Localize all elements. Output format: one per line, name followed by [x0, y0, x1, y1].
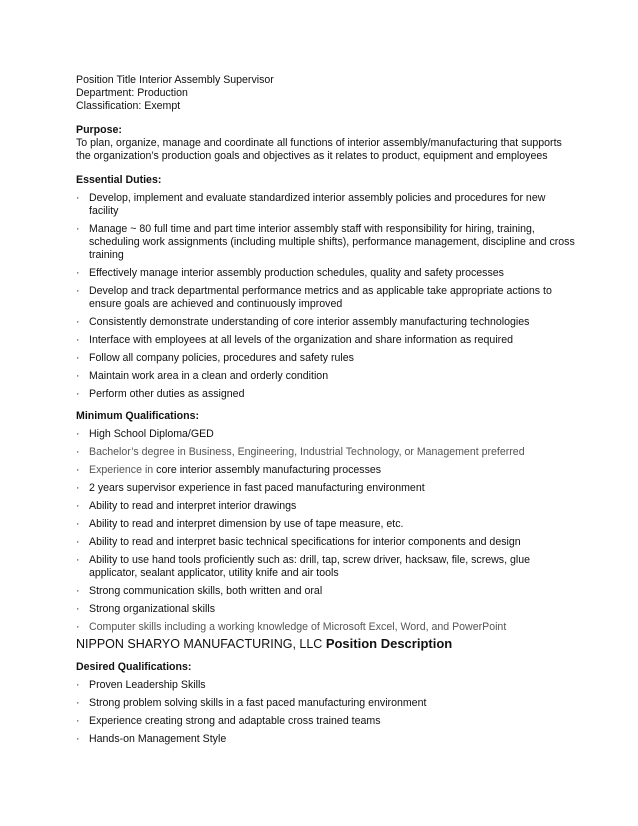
duty-text: Effectively manage interior assembly production schedules, quality and safety processes — [89, 267, 504, 279]
bullet-icon: · — [76, 446, 80, 458]
company-line — [76, 636, 576, 652]
qualification-text: 2 years supervisor experience in fast paced manufacturing environment — [89, 482, 425, 494]
min-qualification-item — [76, 446, 576, 459]
qualification-text: High School Diploma/GED — [89, 428, 214, 440]
bullet-icon: · — [76, 621, 80, 633]
bullet-icon: · — [76, 352, 80, 364]
qualification-text: Hands-on Management Style — [89, 733, 227, 745]
duty-item — [76, 267, 576, 280]
qualification-text-gray: Experience in — [89, 464, 157, 476]
bullet-icon: · — [76, 370, 80, 382]
bullet-icon: · — [76, 733, 80, 745]
qualification-text: core interior assembly manufacturing processes — [156, 464, 382, 476]
qualification-text: Ability to read and interpret basic technical specifications for interior components and design — [89, 536, 521, 548]
qualification-text: Strong problem solving skills in a fast paced manufacturing environment — [89, 697, 427, 709]
bullet-icon: · — [76, 679, 80, 691]
bullet-icon: · — [76, 267, 80, 279]
desired-qualification-item — [76, 679, 576, 692]
duty-text: Consistently demonstrate understanding of core interior assembly manufacturing technologies — [89, 316, 530, 328]
duty-item — [76, 370, 576, 383]
min-qualification-item — [76, 536, 576, 549]
minimum-qualifications-list — [76, 428, 576, 634]
duty-item — [76, 316, 576, 329]
classification: Classification: Exempt — [76, 100, 181, 112]
duty-text: Follow all company policies, procedures and safety rules — [89, 352, 354, 364]
desired-qualification-item — [76, 697, 576, 710]
department: Department: Production — [76, 87, 188, 99]
bullet-icon: · — [76, 603, 80, 615]
desired-qualification-item — [76, 733, 576, 746]
essential-duties-heading: Essential Duties: — [76, 174, 162, 186]
desired-qualifications-heading: Desired Qualifications: — [76, 661, 192, 673]
min-qualification-item — [76, 518, 576, 531]
duty-text: Perform other duties as assigned — [89, 388, 245, 400]
bullet-icon: · — [76, 482, 80, 494]
bullet-icon: · — [76, 697, 80, 709]
bullet-icon: · — [76, 285, 80, 297]
bullet-icon: · — [76, 536, 80, 548]
document-page — [76, 74, 576, 746]
desired-qualifications-list — [76, 679, 576, 746]
company-name: NIPPON SHARYO MANUFACTURING, LLC — [76, 637, 326, 651]
bullet-icon: · — [76, 554, 80, 566]
bullet-icon: · — [76, 585, 80, 597]
duty-item — [76, 388, 576, 401]
header-block — [76, 74, 576, 113]
qualification-text: Ability to read and interpret interior drawings — [89, 500, 297, 512]
qualification-text: Ability to use hand tools proficiently such as: drill, tap, screw driver, hacksaw, file, screws, glue applicator, sealant applicator, utility knife and air tools — [89, 554, 531, 579]
duty-text: Manage ~ 80 full time and part time interior assembly staff with responsibility for hiring, training, scheduling work assignments (including multiple shifts), performance management, discipline and cross training — [89, 223, 575, 261]
duty-item — [76, 334, 576, 347]
min-qualification-item — [76, 428, 576, 441]
min-qualification-item — [76, 464, 576, 477]
bullet-icon: · — [76, 316, 80, 328]
qualification-text: Experience creating strong and adaptable cross trained teams — [89, 715, 381, 727]
duty-item — [76, 192, 576, 218]
min-qualification-item — [76, 621, 576, 634]
bullet-icon: · — [76, 388, 80, 400]
min-qualification-item — [76, 554, 576, 580]
min-qualification-item — [76, 585, 576, 598]
purpose-text: To plan, organize, manage and coordinate all functions of interior assembly/manufacturing that supports the organization’s production goals and objectives as it relates to product, equipment and employees — [76, 137, 562, 162]
qualification-text: Proven Leadership Skills — [89, 679, 206, 691]
qualification-text-gray: Bachelor’s degree in Business, Engineering, Industrial Technology, or Management preferred — [89, 446, 525, 458]
bullet-icon: · — [76, 428, 80, 440]
min-qualification-item — [76, 603, 576, 616]
desired-qualification-item — [76, 715, 576, 728]
document-type: Position Description — [325, 636, 453, 651]
bullet-icon: · — [76, 223, 80, 235]
bullet-icon: · — [76, 715, 80, 727]
position-title: Position Title Interior Assembly Supervisor — [76, 74, 274, 86]
bullet-icon: · — [76, 464, 80, 476]
purpose-heading: Purpose: — [76, 124, 122, 136]
bullet-icon: · — [76, 518, 80, 530]
duty-text: Develop, implement and evaluate standardized interior assembly policies and procedures for new facility — [89, 192, 546, 217]
minimum-qualifications-heading: Minimum Qualifications: — [76, 410, 200, 422]
qualification-text: Strong communication skills, both written and oral — [89, 585, 323, 597]
duty-text: Interface with employees at all levels of the organization and share information as required — [89, 334, 513, 346]
bullet-icon: · — [76, 192, 80, 204]
min-qualification-item — [76, 500, 576, 513]
duty-item — [76, 223, 576, 262]
duty-item — [76, 285, 576, 311]
duty-text: Maintain work area in a clean and orderly condition — [89, 370, 329, 382]
qualification-text: Strong organizational skills — [89, 603, 216, 615]
bullet-icon: · — [76, 334, 80, 346]
min-qualification-item — [76, 482, 576, 495]
essential-duties-list — [76, 192, 576, 401]
qualification-text-gray: Computer skills including a working knowledge of Microsoft Excel, Word, and PowerPoint — [89, 621, 507, 633]
bullet-icon: · — [76, 500, 80, 512]
duty-text: Develop and track departmental performance metrics and as applicable take appropriate actions to ensure goals are achieved and continuously improved — [89, 285, 552, 310]
qualification-text: Ability to read and interpret dimension by use of tape measure, etc. — [89, 518, 404, 530]
duty-item — [76, 352, 576, 365]
